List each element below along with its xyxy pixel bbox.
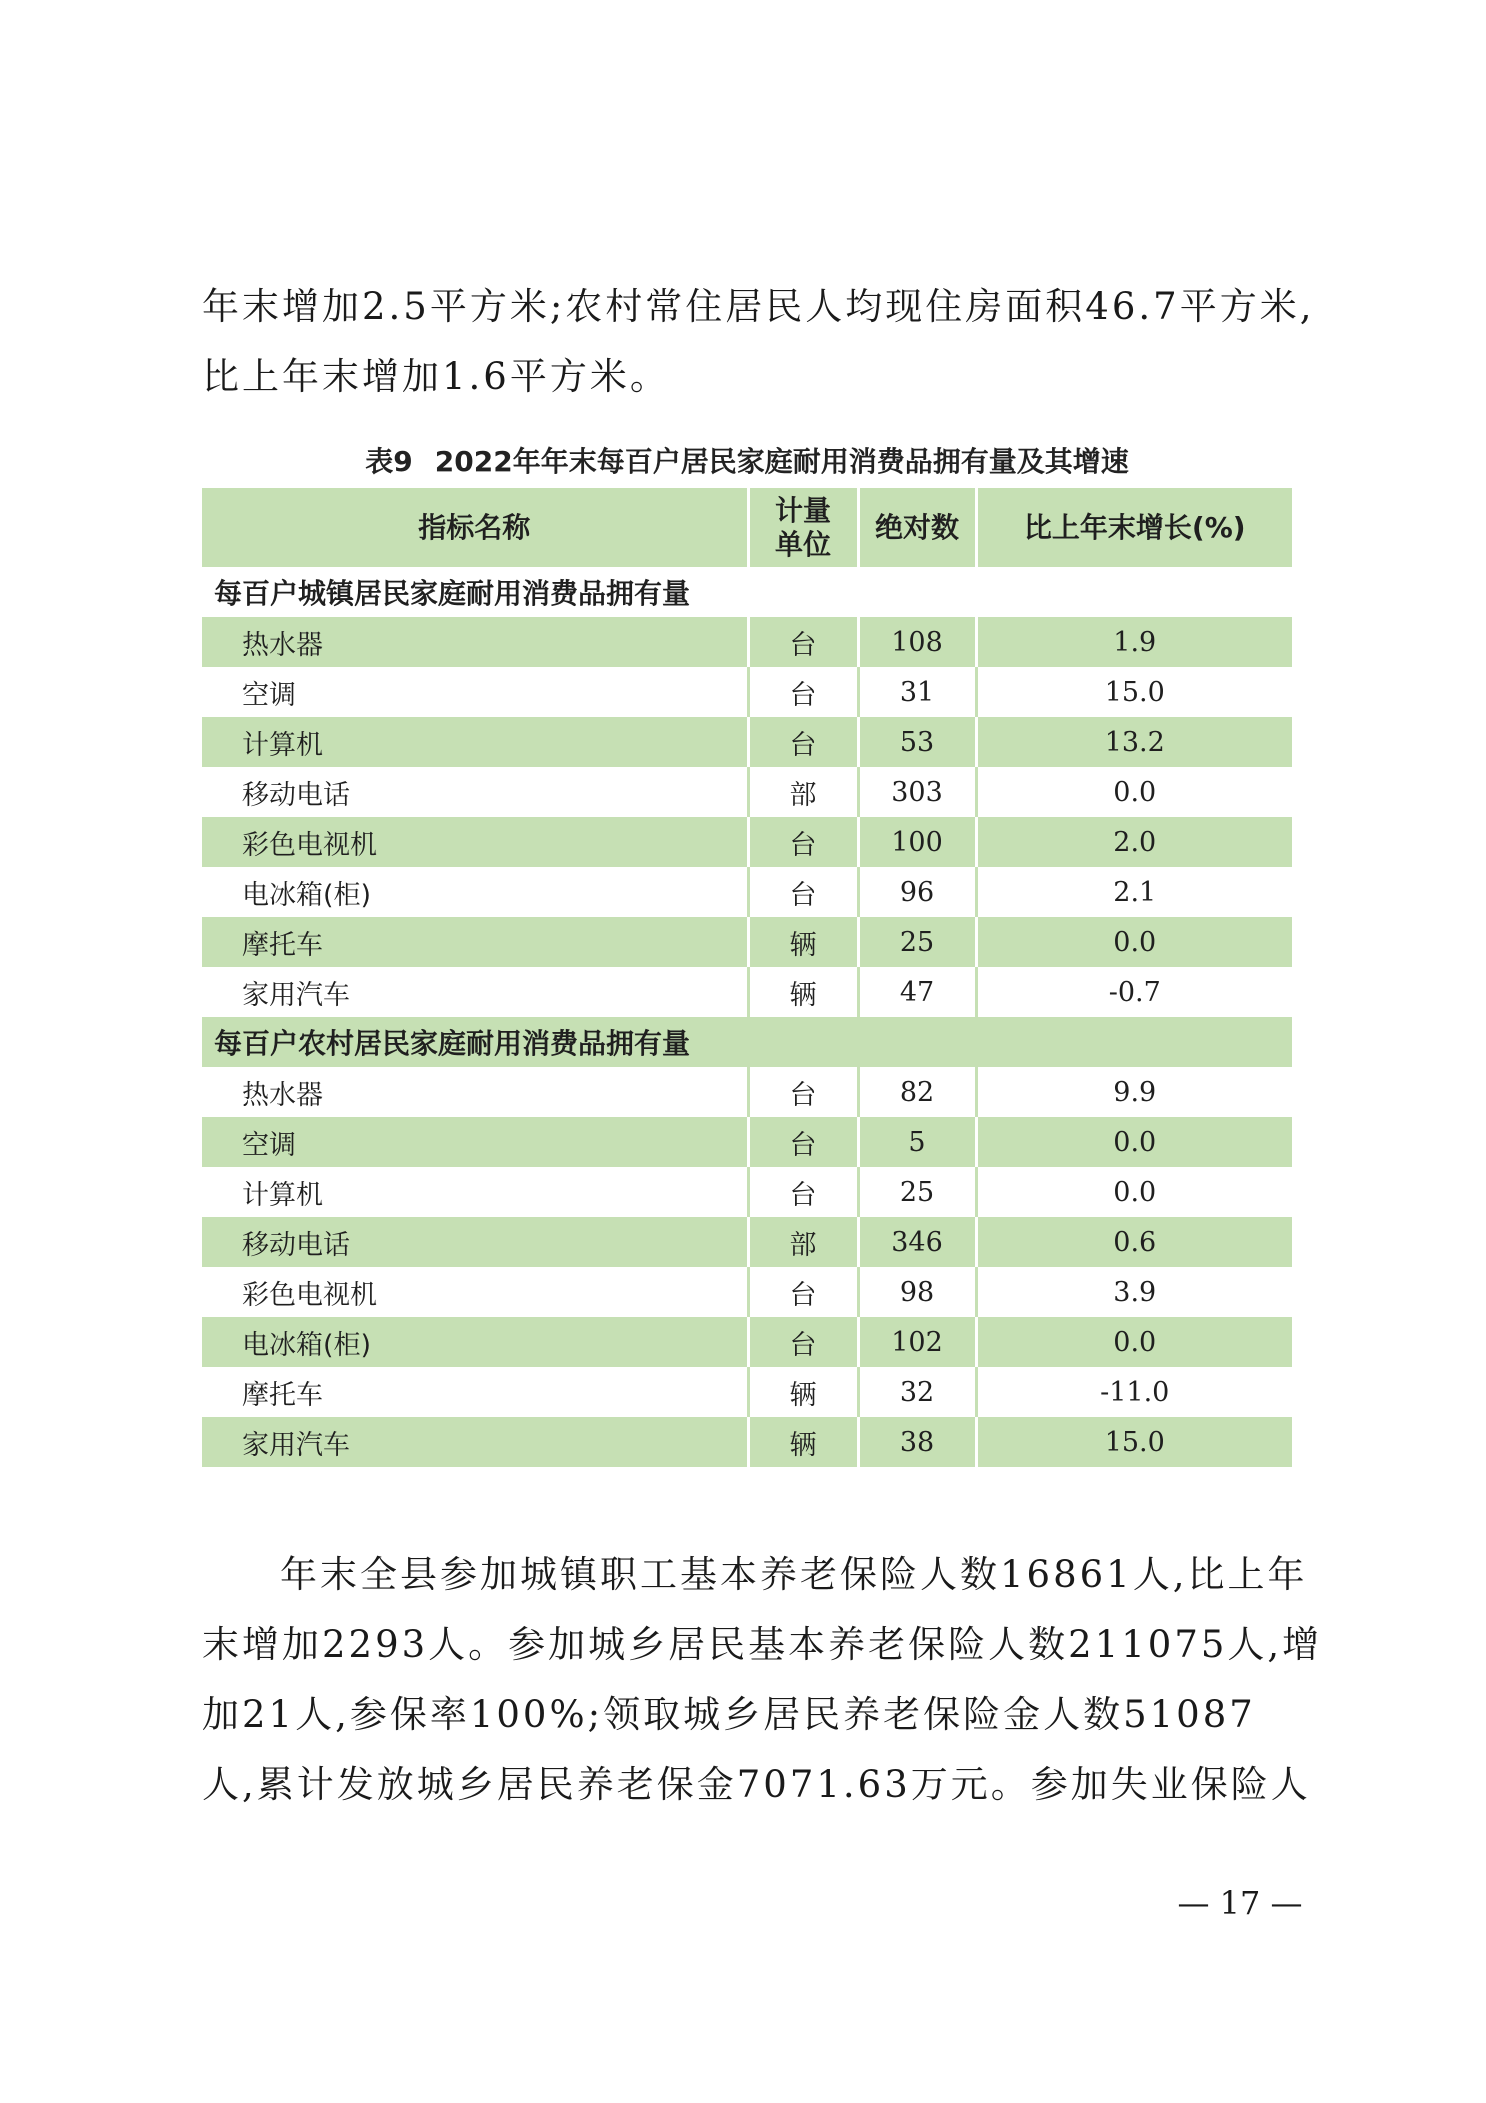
cell-name: 彩色电视机 — [202, 1267, 748, 1317]
cell-growth: -0.7 — [976, 967, 1292, 1017]
cell-name: 摩托车 — [202, 917, 748, 967]
cell-growth: 2.1 — [976, 867, 1292, 917]
header-unit-line-1: 计量 — [774, 493, 831, 527]
table-row — [202, 617, 1292, 667]
group-title: 每百户农村居民家庭耐用消费品拥有量 — [202, 1017, 1292, 1067]
page-number: — 17 — — [1177, 1884, 1303, 1922]
cell-value: 100 — [858, 817, 976, 867]
table-row — [202, 1367, 1292, 1417]
cell-name: 空调 — [202, 1117, 748, 1167]
cell-growth: 3.9 — [976, 1267, 1292, 1317]
table-caption — [202, 440, 1292, 484]
cell-name: 移动电话 — [202, 1217, 748, 1267]
paragraph-bottom-line-3: 加21人,参保率100%;领取城乡居民养老保险金人数51087 — [202, 1693, 1256, 1736]
table-row — [202, 767, 1292, 817]
cell-unit: 台 — [748, 1167, 858, 1217]
cell-value: 346 — [858, 1217, 976, 1267]
header-unit-line-2: 单位 — [774, 527, 831, 561]
table-caption-title: 2022年年末每百户居民家庭耐用消费品拥有量及其增速 — [434, 445, 1129, 478]
cell-growth: 13.2 — [976, 717, 1292, 767]
cell-value: 31 — [858, 667, 976, 717]
cell-unit: 辆 — [748, 967, 858, 1017]
cell-unit: 辆 — [748, 1417, 858, 1467]
cell-unit: 台 — [748, 1117, 858, 1167]
table-row — [202, 917, 1292, 967]
cell-growth: 0.0 — [976, 1167, 1292, 1217]
cell-growth: 15.0 — [976, 1417, 1292, 1467]
cell-unit: 辆 — [748, 1367, 858, 1417]
cell-value: 25 — [858, 917, 976, 967]
cell-unit: 部 — [748, 767, 858, 817]
cell-name: 空调 — [202, 667, 748, 717]
cell-value: 25 — [858, 1167, 976, 1217]
cell-growth: 0.6 — [976, 1217, 1292, 1267]
group-title: 每百户城镇居民家庭耐用消费品拥有量 — [214, 577, 691, 610]
cell-growth: 1.9 — [976, 617, 1292, 667]
cell-growth: 15.0 — [976, 667, 1292, 717]
table-caption-number: 表9 — [365, 445, 413, 478]
cell-growth: 0.0 — [976, 767, 1292, 817]
group-row-rural — [202, 1017, 1292, 1067]
cell-value: 32 — [858, 1367, 976, 1417]
paragraph-bottom-line-1: 年末全县参加城镇职工基本养老保险人数16861人,比上年 — [280, 1553, 1308, 1596]
table-row — [202, 817, 1292, 867]
cell-growth: 0.0 — [976, 1117, 1292, 1167]
table-row — [202, 1167, 1292, 1217]
cell-unit: 台 — [748, 1267, 858, 1317]
cell-value: 96 — [858, 867, 976, 917]
cell-growth: 9.9 — [976, 1067, 1292, 1117]
table-row — [202, 717, 1292, 767]
header-indicator-name: 指标名称 — [202, 488, 748, 567]
cell-unit: 台 — [748, 1067, 858, 1117]
cell-name: 电冰箱(柜) — [202, 867, 748, 917]
table-row — [202, 1417, 1292, 1467]
header-unit — [748, 488, 858, 567]
cell-growth: 0.0 — [976, 1317, 1292, 1367]
paragraph-top-line-1: 年末增加2.5平方米;农村常住居民人均现住房面积46.7平方米, — [202, 285, 1315, 328]
cell-value: 303 — [858, 767, 976, 817]
paragraph-top — [202, 272, 1315, 412]
cell-name: 计算机 — [202, 717, 748, 767]
cell-unit: 台 — [748, 867, 858, 917]
cell-growth: -11.0 — [976, 1367, 1292, 1417]
header-growth: 比上年末增长(%) — [976, 488, 1292, 567]
cell-name: 彩色电视机 — [202, 817, 748, 867]
cell-value: 38 — [858, 1417, 976, 1467]
paragraph-bottom-line-2: 末增加2293人。参加城乡居民基本养老保险人数211075人,增 — [202, 1623, 1323, 1666]
paragraph-bottom — [202, 1540, 1323, 1820]
cell-name: 热水器 — [202, 617, 748, 667]
cell-name: 移动电话 — [202, 767, 748, 817]
cell-name: 热水器 — [202, 1067, 748, 1117]
table-row — [202, 667, 1292, 717]
cell-growth: 0.0 — [976, 917, 1292, 967]
group-row-urban — [202, 567, 1292, 617]
table-row — [202, 1217, 1292, 1267]
table-header-row — [202, 488, 1292, 567]
cell-unit: 台 — [748, 1317, 858, 1367]
cell-value: 47 — [858, 967, 976, 1017]
cell-unit: 台 — [748, 717, 858, 767]
cell-name: 计算机 — [202, 1167, 748, 1217]
cell-name: 摩托车 — [202, 1367, 748, 1417]
cell-unit: 台 — [748, 617, 858, 667]
cell-unit: 台 — [748, 817, 858, 867]
table-row — [202, 1267, 1292, 1317]
table-row — [202, 1067, 1292, 1117]
cell-name: 家用汽车 — [202, 1417, 748, 1467]
cell-name: 家用汽车 — [202, 967, 748, 1017]
table-row — [202, 967, 1292, 1017]
table-row — [202, 867, 1292, 917]
cell-unit: 辆 — [748, 917, 858, 967]
cell-value: 108 — [858, 617, 976, 667]
header-absolute: 绝对数 — [858, 488, 976, 567]
paragraph-bottom-line-4: 人,累计发放城乡居民养老保金7071.63万元。参加失业保险人 — [202, 1763, 1311, 1806]
cell-value: 5 — [858, 1117, 976, 1167]
durable-goods-table — [202, 488, 1292, 1467]
cell-growth: 2.0 — [976, 817, 1292, 867]
cell-value: 98 — [858, 1267, 976, 1317]
cell-value: 82 — [858, 1067, 976, 1117]
cell-name: 电冰箱(柜) — [202, 1317, 748, 1367]
paragraph-top-line-2: 比上年末增加1.6平方米。 — [202, 355, 670, 398]
cell-value: 53 — [858, 717, 976, 767]
table-row — [202, 1117, 1292, 1167]
cell-unit: 台 — [748, 667, 858, 717]
cell-value: 102 — [858, 1317, 976, 1367]
cell-unit: 部 — [748, 1217, 858, 1267]
table-row — [202, 1317, 1292, 1367]
